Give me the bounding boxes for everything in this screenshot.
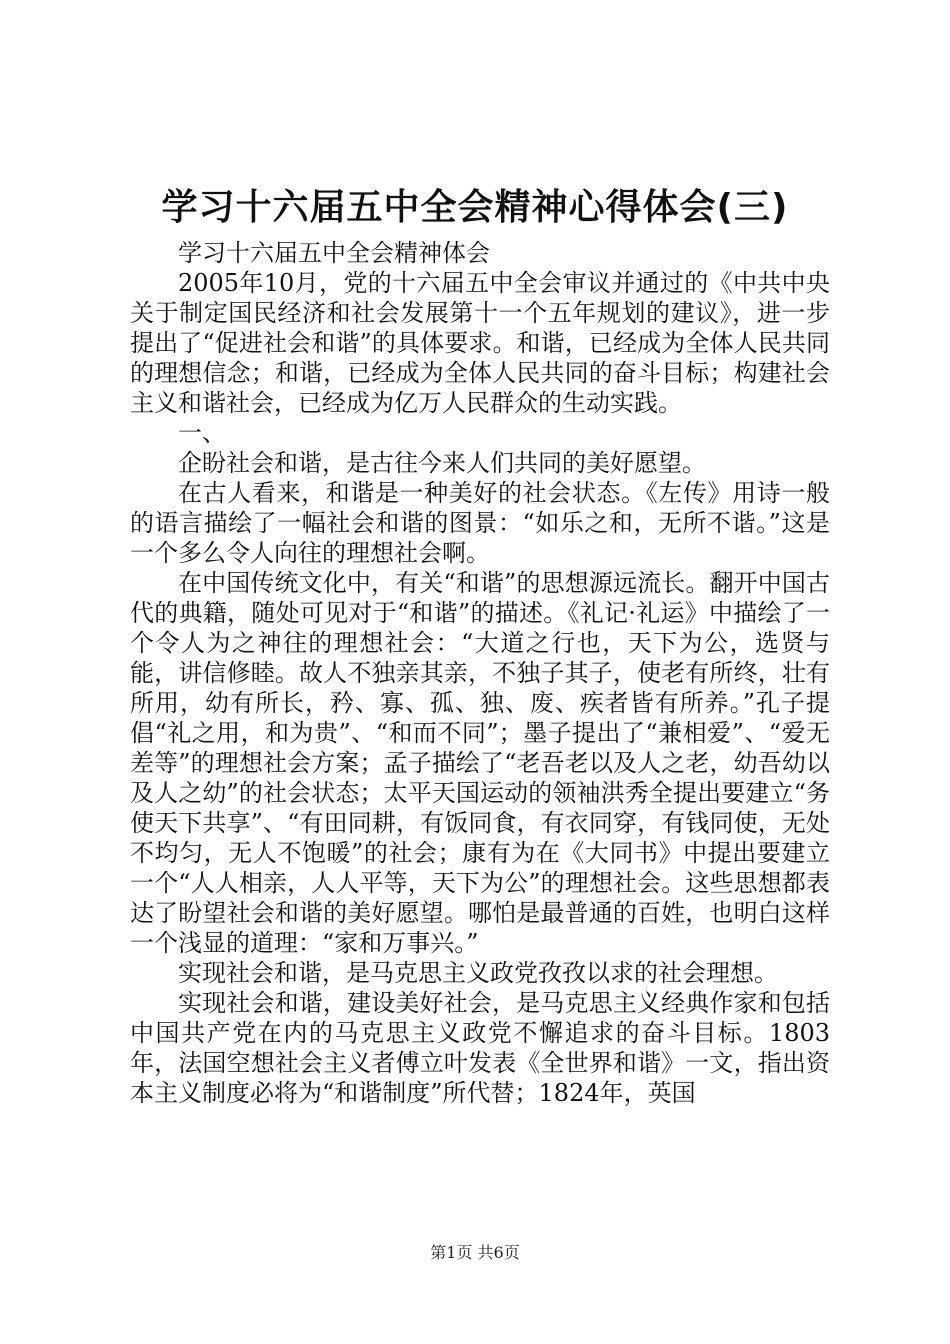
page-footer: 第1页 共6页: [430, 1243, 520, 1262]
paragraph-intro: 2005年10月，党的十六届五中全会审议并通过的《中共中央关于制定国民经济和社会发展第十一个五年规划的建议》，进一步提出了“促进社会和谐”的具体要求。和谐，已经成为全体人民共同的理想信念；和谐，已经成为全体人民共同的奋斗目标；构建社会主义和谐社会，已经成为亿万人民群众的生动实践。: [130, 269, 830, 417]
document-title: 学习十六届五中全会精神心得体会(三): [161, 187, 789, 228]
section-heading: 一、: [178, 419, 226, 447]
paragraph: 实现社会和谐，建设美好社会，是马克思主义经典作家和包括中国共产党在内的马克思主义政党不懈追求的奋斗目标。1803年，法国空想社会主义者傅立叶发表《全世界和谐》一文，指出资本主义制度必将为“和谐制度”所代替；1824年，英国: [130, 989, 830, 1107]
document-body: [130, 238, 830, 1108]
paragraph: 在古人看来，和谐是一种美好的社会状态。《左传》用诗一般的语言描绘了一幅社会和谐的图景：“如乐之和，无所不谐。”这是一个多么令人向往的理想社会啊。: [130, 479, 830, 567]
paragraph: 企盼社会和谐，是古往今来人们共同的美好愿望。: [178, 449, 706, 477]
paragraph: 在中国传统文化中，有关“和谐”的思想源远流长。翻开中国古代的典籍，随处可见对于“和谐”的描述。《礼记·礼运》中描绘了一个令人为之神往的理想社会：“大道之行也，天下为公，选贤与能，讲信修睦。故人不独亲其亲，不独子其子，使老有所终，壮有所用，幼有所长，矜、寡、孤、独、废、疾者皆有所养。”孔子提倡“礼之用，和为贵”、“和而不同”；墨子提出了“兼相爱”、“爱无差等”的理想社会方案；孟子描绘了“老吾老以及人之老，幼吾幼以及人之幼”的社会状态；太平天国运动的领袖洪秀全提出要建立“务使天下共享”、“有田同耕，有饭同食，有衣同穿，有钱同使，无处不均匀，无人不饱暖”的社会；康有为在《大同书》中提出要建立一个“人人相亲，人人平等，天下为公”的理想社会。这些思想都表达了盼望社会和谐的美好愿望。哪怕是最普通的百姓，也明白这样一个浅显的道理：“家和万事兴。”: [130, 569, 830, 957]
paragraph: 实现社会和谐，是马克思主义政党孜孜以求的社会理想。: [178, 959, 778, 987]
document-subtitle: 学习十六届五中全会精神体会: [178, 239, 490, 267]
